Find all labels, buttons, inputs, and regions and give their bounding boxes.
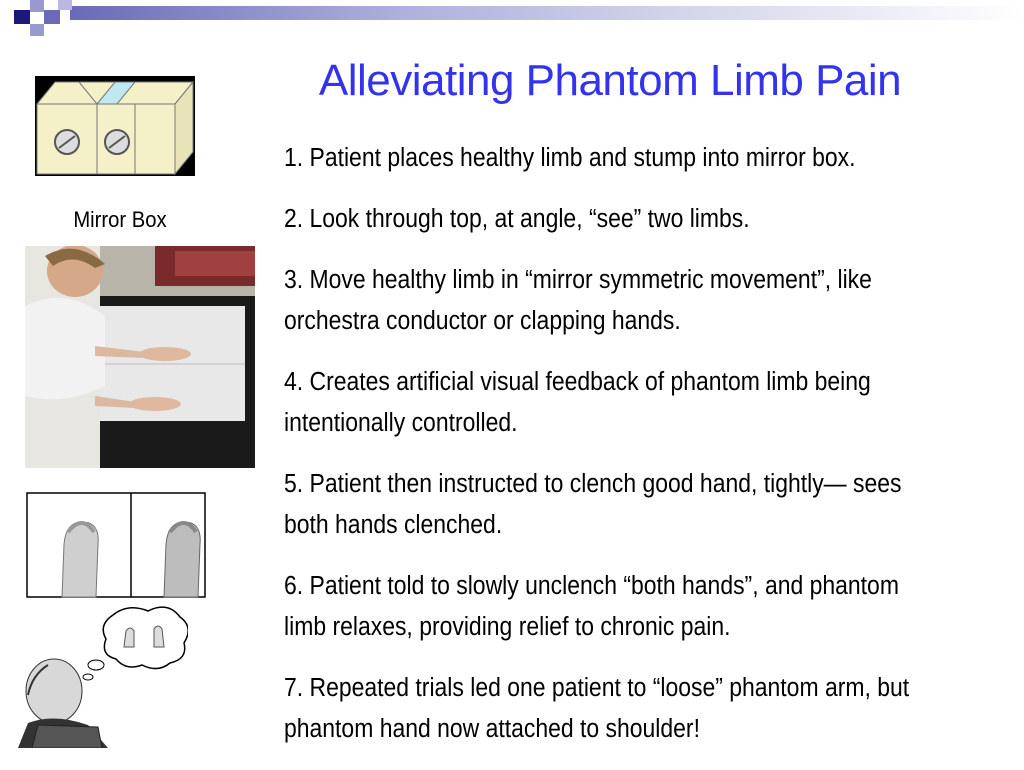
- step-3: 3. Move healthy limb in “mirror symmetric movement”, like orchestra conductor or clapping hands.: [284, 266, 872, 335]
- step-1: 1. Patient places healthy limb and stump into mirror box.: [284, 144, 856, 172]
- step-5: 5. Patient then instructed to clench good hand, tightly— sees both hands clenched.: [284, 470, 902, 539]
- clenched-hands-figure: [26, 492, 206, 598]
- step-2: 2. Look through top, at angle, “see” two limbs.: [284, 205, 750, 233]
- mirror-box-photo: [25, 246, 255, 468]
- mirror-box-drawing: [35, 76, 195, 176]
- step-6: 6. Patient told to slowly unclench “both hands”, and phantom limb relaxes, providing relief to chronic pain.: [284, 572, 899, 641]
- slide-title: Alleviating Phantom Limb Pain: [318, 56, 902, 105]
- header-decoration: [0, 0, 1024, 40]
- mirror-box-caption: Mirror Box: [73, 207, 167, 232]
- thinking-person-figure: [18, 605, 188, 748]
- step-4: 4. Creates artificial visual feedback of phantom limb being intentionally controlled.: [284, 368, 871, 437]
- steps-list: [284, 138, 932, 770]
- step-7: 7. Repeated trials led one patient to “loose” phantom arm, but phantom hand now attached to shoulder!: [284, 674, 910, 743]
